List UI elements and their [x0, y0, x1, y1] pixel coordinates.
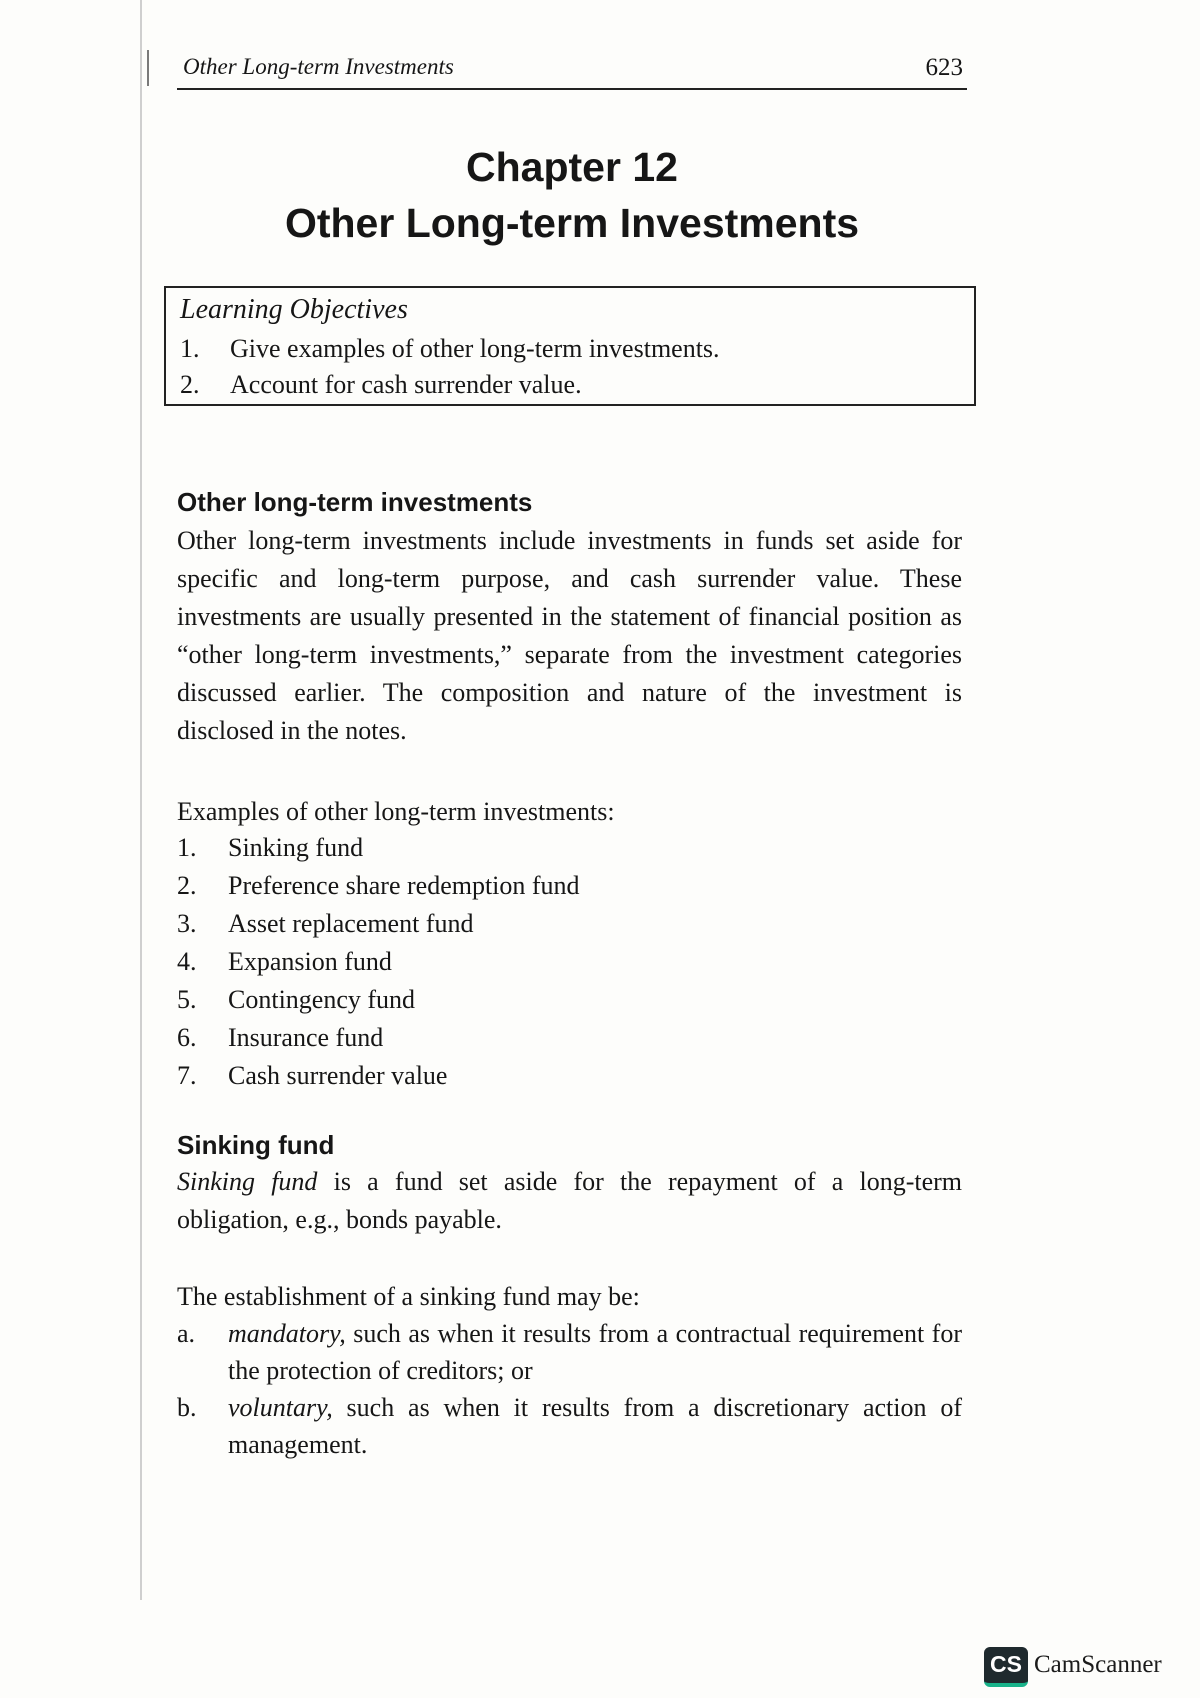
- camscanner-logo-icon: CS: [984, 1647, 1028, 1687]
- list-text: Expansion fund: [228, 947, 392, 976]
- list-number: 4.: [177, 947, 197, 976]
- list-item: [177, 905, 580, 943]
- list-number: 7.: [177, 1061, 197, 1090]
- list-number: 6.: [177, 1023, 197, 1052]
- objective-text: Account for cash surrender value.: [230, 370, 582, 399]
- objective-number: 2.: [180, 370, 200, 399]
- list-item: [177, 1057, 580, 1095]
- list-text: Sinking fund: [228, 833, 364, 862]
- section-heading-sinking-fund: Sinking fund: [177, 1130, 335, 1160]
- list-item: [177, 1315, 962, 1389]
- learning-objective-item: [180, 370, 582, 400]
- learning-objectives-box: [164, 286, 976, 406]
- type-term: voluntary,: [228, 1393, 333, 1422]
- definition-text: is a fund set aside for the repayment of a long-term obligation, e.g., bonds payable.: [177, 1167, 963, 1234]
- list-text: Contingency fund: [228, 985, 416, 1014]
- list-item: [177, 867, 580, 905]
- list-item: [177, 829, 580, 867]
- list-number: 3.: [177, 909, 197, 938]
- running-head-title: Other Long-term Investments: [183, 54, 454, 79]
- objective-text: Give examples of other long-term investments.: [230, 334, 720, 363]
- list-text: Asset replacement fund: [228, 909, 474, 938]
- definition-term: Sinking fund: [177, 1167, 318, 1196]
- list-item: [177, 1389, 962, 1463]
- list-text: [228, 1389, 962, 1463]
- list-letter: b.: [177, 1393, 197, 1422]
- list-text: Preference share redemption fund: [228, 871, 580, 900]
- list-number: 1.: [177, 833, 197, 862]
- type-term: mandatory,: [228, 1319, 346, 1348]
- sinking-fund-definition: [177, 1163, 962, 1239]
- objective-number: 1.: [180, 334, 200, 363]
- learning-objectives-title: Learning Objectives: [180, 294, 408, 325]
- type-description: such as when it results from a contractual requirement for the protection of creditors; or: [228, 1319, 962, 1385]
- examples-intro: Examples of other long-term investments:: [177, 797, 615, 826]
- list-text: Cash surrender value: [228, 1061, 448, 1090]
- learning-objective-item: [180, 334, 720, 364]
- chapter-title: Other Long-term Investments: [284, 200, 860, 246]
- list-item: [177, 981, 580, 1019]
- establishment-types-list: [177, 1315, 962, 1463]
- list-item: [177, 943, 580, 981]
- list-number: 5.: [177, 985, 197, 1014]
- list-letter: a.: [177, 1319, 196, 1348]
- section-heading-other-investments: Other long-term investments: [177, 487, 533, 517]
- list-text: [228, 1315, 962, 1389]
- other-investments-paragraph: Other long-term investments include investments in funds set aside for specific and long-term purpose, and cash surrender value. These investments are usually presented in the statement of financial position as “other long-term investments,” separate from the investment categories discussed earlier. The composition and nature of the investment is disclosed in the notes.: [177, 526, 962, 745]
- list-text: Insurance fund: [228, 1023, 384, 1052]
- running-header: [177, 50, 967, 90]
- chapter-number: Chapter 12: [466, 144, 678, 190]
- examples-list: [177, 829, 580, 1095]
- list-number: 2.: [177, 871, 197, 900]
- page-number: 623: [925, 54, 963, 81]
- establishment-intro: The establishment of a sinking fund may be:: [177, 1282, 640, 1311]
- type-description: such as when it results from a discretionary action of management.: [228, 1393, 962, 1459]
- page-binding-mark: [147, 50, 149, 86]
- camscanner-watermark-text: CamScanner: [1034, 1651, 1162, 1678]
- list-item: [177, 1019, 580, 1057]
